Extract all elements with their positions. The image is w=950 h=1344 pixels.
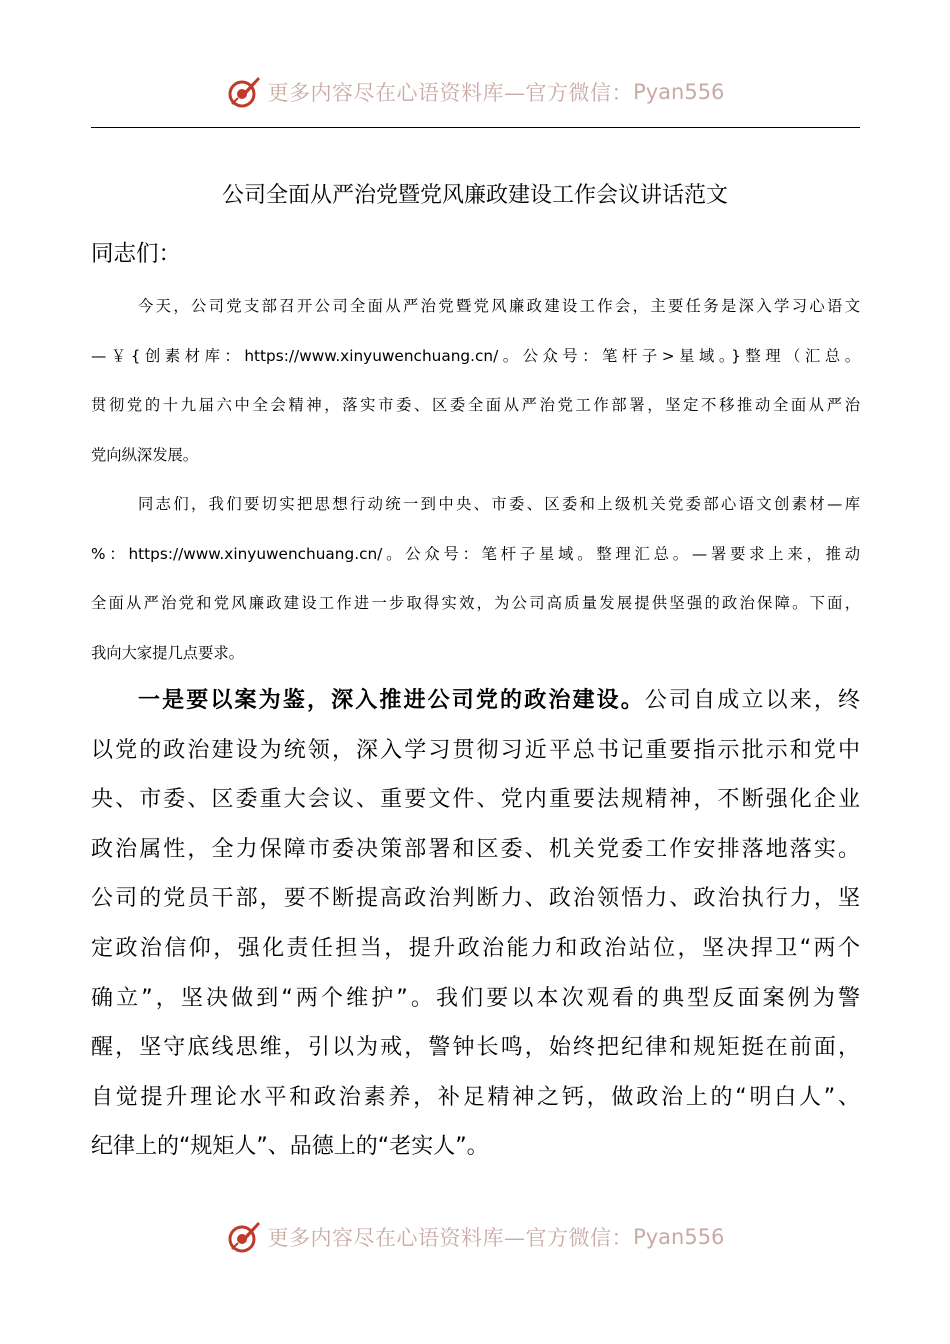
paragraph-line: 同志们，我们要切实把思想行动统一到中央、市委、区委和上级机关党委部心语文创素材—库 <box>138 495 860 513</box>
paragraph-line: 全面从严治党和党风廉政建设工作进一步取得实效，为公司高质量发展提供坚强的政治保障。下面， <box>91 594 860 613</box>
banner-wechat-id: Pyan556 <box>633 80 725 104</box>
paragraph-line: 确立”，坚决做到“两个维护”。我们要以本次观看的典型反面案例为警 <box>91 985 860 1011</box>
paragraph-line: 政治属性，全力保障市委决策部署和区委、机关党委工作安排落地落实。 <box>91 836 860 862</box>
quill-pen-logo-icon <box>226 1219 262 1255</box>
paragraph-line: 今天，公司党支部召开公司全面从严治党暨党风廉政建设工作会，主要任务是深入学习心语文 <box>138 297 860 315</box>
paragraph-1 <box>91 282 860 480</box>
paragraph-line: 贯彻党的十九届六中全会精神，落实市委、区委全面从严治党工作部署，坚定不移推动全面从严治 <box>91 396 860 415</box>
paragraph-line: 以党的政治建设为统领，深入学习贯彻习近平总书记重要指示批示和党中 <box>91 737 860 763</box>
quill-pen-logo-icon <box>226 74 262 110</box>
paragraph-line: 央、市委、区委重大会议、重要文件、党内重要法规精神，不断强化企业 <box>91 787 860 813</box>
footer-banner <box>0 1217 950 1257</box>
paragraph-3-heading: 一是要以案为鉴，深入推进公司党的政治建设。 <box>138 688 645 713</box>
document-title: 公司全面从严治党暨党风廉政建设工作会议讲话范文 <box>221 183 728 208</box>
paragraph-line: 我向大家提几点要求。 <box>91 643 244 662</box>
banner-text: 更多内容尽在心语资料库—官方微信： <box>267 1226 634 1250</box>
header-divider <box>91 127 860 128</box>
paragraph-line: 醒，坚守底线思维，引以为戒，警钟长鸣，始终把纪律和规矩挺在前面， <box>91 1035 860 1061</box>
paragraph-line: 党向纵深发展。 <box>91 445 199 464</box>
paragraph-3 <box>91 676 860 1172</box>
paragraph-line <box>91 676 860 726</box>
header-banner <box>0 72 950 112</box>
paragraph-line: 纪律上的“规矩人”、品德上的“老实人”。 <box>91 1134 489 1160</box>
paragraph-line: —￥{创素材库：https://www.xinyuwenchuang.cn/。公众号：笔杆子>星域。}整理（汇总。 <box>91 346 860 365</box>
paragraph-3-line-1-rest: 公司自成立以来，终 <box>644 688 860 713</box>
paragraph-line: 自觉提升理论水平和政治素养，补足精神之钙，做政治上的“明白人”、 <box>91 1084 860 1110</box>
banner-text: 更多内容尽在心语资料库—官方微信： <box>267 81 634 105</box>
paragraph-line: %：https://www.xinyuwenchuang.cn/。公众号：笔杆子星域。整理汇总。—署要求上来，推动 <box>91 544 860 563</box>
paragraph-line: 定政治信仰，强化责任担当，提升政治能力和政治站位，坚决捍卫“两个 <box>91 935 860 961</box>
paragraph-line: 公司的党员干部，要不断提高政治判断力、政治领悟力、政治执行力，坚 <box>91 886 860 912</box>
paragraph-2 <box>91 480 860 678</box>
banner-wechat-id: Pyan556 <box>633 1225 725 1249</box>
salutation: 同志们： <box>91 241 182 267</box>
